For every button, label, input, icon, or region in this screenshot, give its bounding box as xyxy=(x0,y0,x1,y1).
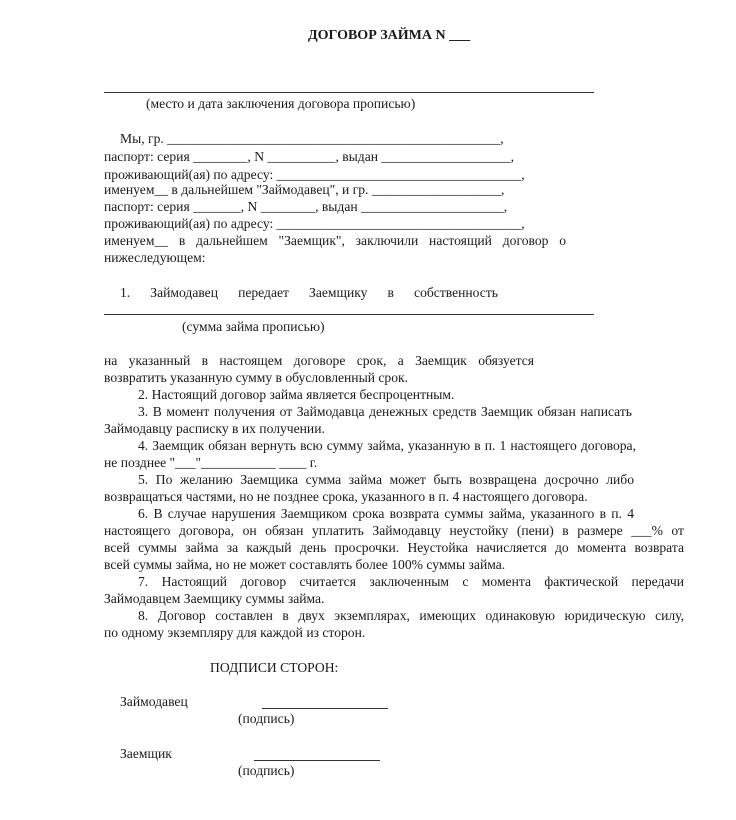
clause-7-line-2: Займодавцем Заемщику суммы займа. xyxy=(104,591,325,606)
clause-1-line-1: 1. Займодавец передает Заемщику в собственность xyxy=(120,285,498,300)
clause-2-line-1: 2. Настоящий договор займа является беспроцентным. xyxy=(138,387,455,402)
place-date-caption: (место и дата заключения договора прописью) xyxy=(146,96,416,111)
parties-line-1: Мы, гр. _________________________________________________, xyxy=(120,131,504,146)
lender-label: Займодавец xyxy=(120,694,188,709)
clause-8-line-1: 8. Договор составлен в двух экземплярах, имеющих одинаковую юридическую силу, xyxy=(138,608,684,623)
parties-line-7: именуем__ в дальнейшем "Заемщик", заключили настоящий договор о xyxy=(104,233,566,248)
borrower-signature-caption: (подпись) xyxy=(238,763,295,778)
document-title: ДОГОВОР ЗАЙМА N ___ xyxy=(308,28,471,43)
loan-amount-line xyxy=(104,314,594,315)
clause-1-line-2: на указанный в настоящем договоре срок, а Заемщик обязуется xyxy=(104,353,534,368)
clause-4-line-2: не позднее "___"___________ ____ г. xyxy=(104,455,318,470)
clause-7-line-1: 7. Настоящий договор считается заключенным с момента фактической передачи xyxy=(138,574,684,589)
parties-line-3: проживающий(ая) по адресу: ____________________________________, xyxy=(104,167,525,182)
signatures-heading: ПОДПИСИ СТОРОН: xyxy=(210,660,339,675)
clause-8-line-2: по одному экземпляру для каждой из сторон. xyxy=(104,625,366,640)
parties-line-5: паспорт: серия _______, N ________, выдан _____________________, xyxy=(104,199,508,214)
clause-6-line-1: 6. В случае нарушения Заемщиком срока возврата суммы займа, указанного в п. 4 xyxy=(138,506,634,521)
loan-amount-caption: (сумма займа прописью) xyxy=(182,319,325,334)
clause-4-line-1: 4. Заемщик обязан вернуть всю сумму займа, указанную в п. 1 настоящего договора, xyxy=(138,438,636,453)
clause-1-line-3: возвратить указанную сумму в обусловленный срок. xyxy=(104,370,409,385)
clause-5-line-1: 5. По желанию Заемщика сумма займа может быть возвращена досрочно либо xyxy=(138,472,634,487)
borrower-label: Заемщик xyxy=(120,746,172,761)
clause-5-line-2: возвращаться частями, но не позднее срока, указанного в п. 4 настоящего договора. xyxy=(104,489,588,504)
parties-line-2: паспорт: серия ________, N __________, выдан ___________________, xyxy=(104,149,514,164)
place-date-line xyxy=(104,92,594,93)
parties-line-4: именуем__ в дальнейшем "Займодавец", и гр. ___________________, xyxy=(104,182,505,197)
clause-6-line-4: всей суммы займа, но не может составлять более 100% суммы займа. xyxy=(104,557,506,572)
lender-signature-line xyxy=(262,708,388,709)
clause-6-line-3: всей суммы займа за каждый день просрочки. Неустойка начисляется до момента возврата xyxy=(104,540,684,555)
clause-6-line-2: настоящего договора, он обязан уплатить Займодавцу неустойку (пени) в размере ___% от xyxy=(104,523,684,538)
borrower-signature-line xyxy=(254,760,380,761)
parties-line-8: нижеследующем: xyxy=(104,250,206,265)
clause-3-line-2: Займодавцу расписку в их получении. xyxy=(104,421,325,436)
lender-signature-caption: (подпись) xyxy=(238,711,295,726)
parties-line-6: проживающий(ая) по адресу: ____________________________________, xyxy=(104,216,525,231)
clause-3-line-1: 3. В момент получения от Займодавца денежных средств Заемщик обязан написать xyxy=(138,404,632,419)
